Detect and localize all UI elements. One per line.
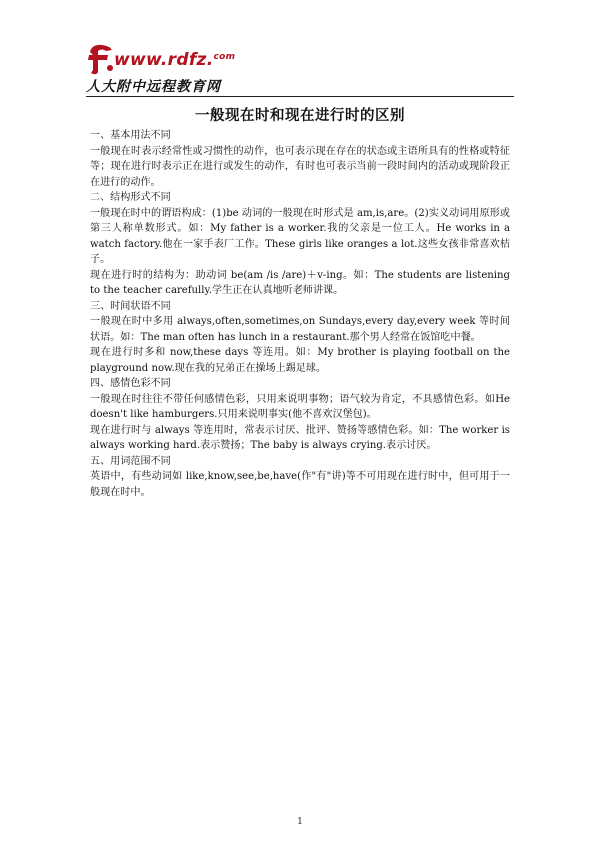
document-body — [90, 128, 510, 500]
section-heading: 二、结构形式不同 — [90, 192, 171, 203]
section-heading: 四、感情色彩不同 — [90, 378, 171, 389]
paragraph: 英语中，有些动词如 like,know,see,be,have(作"有"讲)等不可用现在进行时中，但可用于一般现在时中。 — [90, 471, 510, 498]
paragraph: 现在进行时与 always 等连用时，常表示讨厌、批评、赞扬等感情色彩。如：The worker is always working hard.表示赞扬；The baby is always crying.表示讨厌。 — [90, 424, 510, 451]
logo-url-text: www.rdfz.$^{com}$ — [114, 50, 236, 70]
rdfz-logo-icon — [86, 42, 116, 76]
site-header — [86, 40, 514, 96]
section-heading: 五、用词范围不同 — [90, 455, 171, 467]
paragraph: 一般现在时往往不带任何感情色彩，只用来说明事物；语气较为肯定，不具感情色彩。如He doesn't like hamburgers.只用来说明事实(他不喜欢汉堡包)。 — [90, 393, 510, 420]
paragraph: 现在进行时多和 now,these days 等连用。如：My brother is playing football on the playground now.现在我的兄弟正在操场上踢足球。 — [90, 347, 510, 374]
paragraph: 一般现在时中多用 always,often,sometimes,on Sundays,every day,every week 等时间状语。如：The man often has lunch in a restaurant.那个男人经常在饭馆吃中餐。 — [90, 316, 510, 343]
document-title: 一般现在时和现在进行时的区别 — [195, 108, 405, 124]
section-heading: 一、基本用法不同 — [90, 130, 171, 141]
header-divider — [86, 96, 514, 97]
paragraph: 一般现在时中的谓语构成：(1)be 动词的一般现在时形式是 am,is,are。(2)实义动词用原形或第三人称单数形式。如：My father is a worker.我的父亲是一位工人。He works in a watch factory.他在一家手表厂工作。These girls like oranges a lot.这些女孩非常喜欢桔子。 — [90, 207, 510, 265]
logo-site-name: 人大附中远程教育网 — [86, 79, 221, 95]
page-number: 1 — [297, 817, 303, 827]
paragraph: 一般现在时表示经常性或习惯性的动作，也可表示现在存在的状态或主语所具有的性格或特征等；现在进行时表示正在进行或发生的动作，有时也可表示当前一段时间内的活动或现阶段正在进行的动作。 — [90, 145, 510, 188]
paragraph: 现在进行时的结构为：助动词 be(am /is /are)＋v-ing。如：The students are listening to the teacher carefully.学生正在认真地听老师讲课。 — [90, 269, 510, 296]
section-heading: 三、时间状语不同 — [90, 300, 171, 312]
